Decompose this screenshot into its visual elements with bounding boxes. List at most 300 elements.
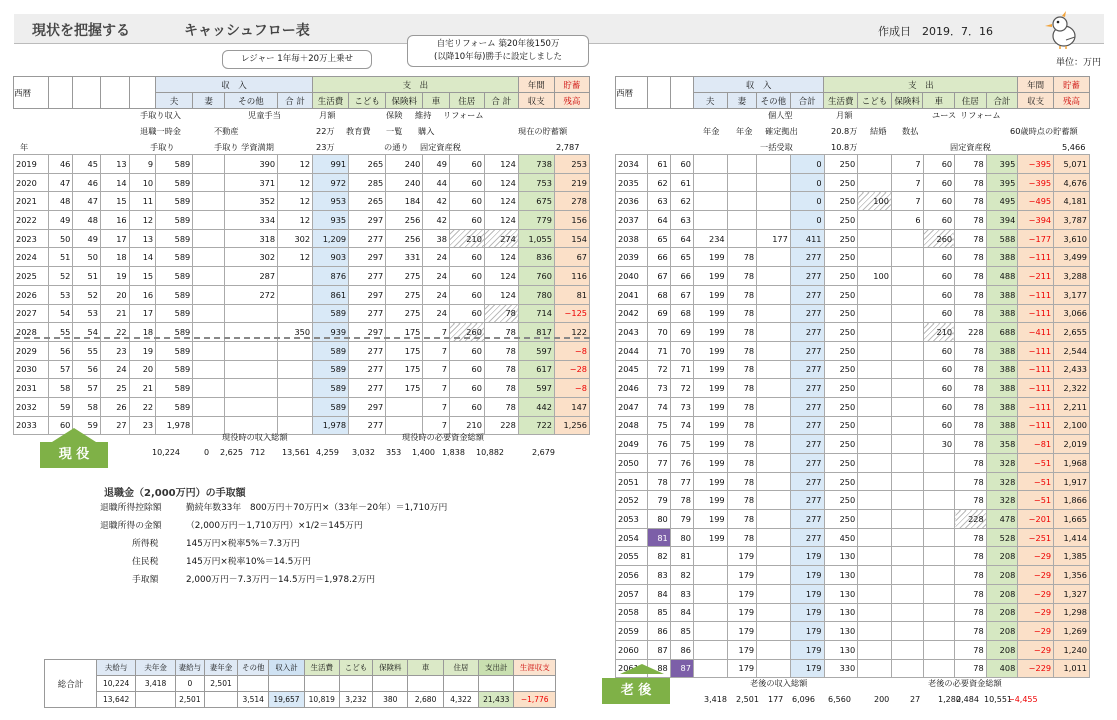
retirement-line-value: 145万円×税率10%＝14.5万円 (186, 557, 311, 567)
table-cell (693, 640, 727, 659)
note-ins1: 保険 (386, 110, 403, 120)
table-cell: 352 (225, 192, 278, 211)
table-cell: 52 (73, 285, 101, 304)
table-cell (727, 155, 756, 174)
table-cell: 302 (278, 229, 313, 248)
summary-value: 6,096 (792, 695, 815, 704)
table-cell: 130 (824, 566, 858, 585)
table-cell: 179 (727, 640, 756, 659)
table-cell: 250 (824, 285, 858, 304)
table-cell: 199 (693, 267, 727, 286)
table-cell: 208 (986, 603, 1018, 622)
table-row (616, 304, 1090, 323)
summary-value: 2,501 (736, 695, 759, 704)
table-cell: 2051 (616, 472, 648, 491)
table-cell (693, 622, 727, 641)
table-cell (193, 416, 225, 435)
table-cell: 124 (484, 192, 518, 211)
table-cell: 87 (670, 659, 693, 678)
table-row (616, 528, 1090, 547)
table-cell: 2046 (616, 379, 648, 398)
table-cell: 0 (790, 173, 824, 192)
table-cell: 2,544 (1054, 341, 1090, 360)
table-cell (891, 285, 923, 304)
table-row (616, 229, 1090, 248)
table-cell: 388 (986, 285, 1018, 304)
table-cell: 2,019 (1054, 435, 1090, 454)
table-cell: 16 (100, 211, 129, 230)
table-cell (858, 659, 892, 678)
reform-callout-line2: (以降10年毎)勝手に設定しました (434, 52, 562, 62)
table-cell: 2,433 (1054, 360, 1090, 379)
table-cell (858, 454, 892, 473)
table-cell: 277 (349, 229, 386, 248)
summary-value: 177 (768, 695, 784, 704)
retirement-line-value: 勤続年数33年 800万円＋70万円×（33年－20年）＝1,710万円 (186, 503, 448, 513)
table-cell: 199 (693, 285, 727, 304)
table-cell: 2034 (616, 155, 648, 174)
left-summary-values (152, 448, 592, 462)
table-cell: 78 (955, 640, 987, 659)
table-cell: 597 (518, 379, 554, 398)
summary-value: 10,224 (152, 448, 180, 457)
table-cell: 331 (386, 248, 423, 267)
table-cell: 60 (923, 360, 955, 379)
note-bal2: 2,787 (556, 142, 580, 152)
table-cell: 77 (670, 472, 693, 491)
table-cell: 738 (518, 155, 554, 174)
grand-total-cell: 0 (175, 676, 204, 692)
grand-total-head: 保険料 (373, 660, 408, 676)
table-cell: 17 (100, 229, 129, 248)
table-cell: 2023 (14, 229, 49, 248)
right-note-h1: リフォーム (960, 110, 1001, 120)
grand-total-cell (269, 676, 304, 692)
table-row (616, 341, 1090, 360)
table-cell: 260 (449, 323, 484, 342)
grand-total-cell: 2,680 (408, 692, 443, 708)
savings-label: 貯蓄 (554, 77, 589, 93)
table-cell: 12 (278, 192, 313, 211)
table-row (616, 491, 1090, 510)
table-cell: 22 (100, 323, 129, 342)
table-cell: 250 (824, 491, 858, 510)
table-cell (891, 379, 923, 398)
page-title: 現状を把握する (32, 23, 130, 39)
table-cell (757, 155, 791, 174)
table-cell: 78 (727, 491, 756, 510)
col-savings-balance: 残高 (554, 93, 589, 109)
table-cell: 388 (986, 341, 1018, 360)
table-cell: 78 (955, 603, 987, 622)
table-cell (757, 547, 791, 566)
table-cell: 589 (156, 341, 193, 360)
note-income2: 退職一時金 (140, 126, 181, 136)
table-cell: 2057 (616, 584, 648, 603)
expense-group: 支 出 (313, 77, 519, 93)
table-cell (757, 267, 791, 286)
table-cell: 20 (100, 285, 129, 304)
table-cell: 42 (423, 211, 450, 230)
table-cell: 589 (156, 248, 193, 267)
table-cell: 77 (647, 454, 670, 473)
table-row (14, 155, 590, 174)
table-cell: 60 (449, 341, 484, 360)
table-cell (193, 248, 225, 267)
table-cell: 124 (484, 267, 518, 286)
table-cell: 80 (647, 510, 670, 529)
note-income3: 手取り (150, 142, 175, 152)
table-cell: 76 (647, 435, 670, 454)
table-cell: 62 (670, 192, 693, 211)
summary-value: 2,679 (532, 448, 555, 457)
table-cell (757, 584, 791, 603)
table-cell: 60 (449, 248, 484, 267)
table-cell: 2048 (616, 416, 648, 435)
right-table-header (615, 76, 1090, 109)
table-cell: 597 (518, 341, 554, 360)
table-row (616, 584, 1090, 603)
table-row (616, 192, 1090, 211)
table-cell: 130 (824, 547, 858, 566)
right-col-living: 生活費 (824, 93, 858, 109)
table-cell: 1,866 (1054, 491, 1090, 510)
retirement-title: 退職金（2,000万円）の手取額 (104, 488, 246, 499)
table-cell: 78 (484, 341, 518, 360)
table-cell: 78 (955, 659, 987, 678)
note-living1: 月額 (319, 110, 336, 120)
table-cell: 2033 (14, 416, 49, 435)
table-cell (757, 285, 791, 304)
table-cell (923, 659, 955, 678)
table-cell: 760 (518, 267, 554, 286)
right-col-savings-balance: 残高 (1054, 93, 1090, 109)
table-cell: 60 (923, 155, 955, 174)
table-cell: 2044 (616, 341, 648, 360)
grand-total-cell (443, 676, 478, 692)
table-cell: −111 (1018, 379, 1054, 398)
table-cell: 395 (986, 173, 1018, 192)
table-cell: 79 (647, 491, 670, 510)
table-cell: 876 (313, 267, 349, 286)
table-cell (891, 267, 923, 286)
table-cell: 250 (824, 192, 858, 211)
table-cell: 328 (986, 491, 1018, 510)
table-cell: 208 (986, 547, 1018, 566)
table-cell: 55 (49, 323, 73, 342)
left-income-total-label: 現役時の収入総額 (222, 432, 288, 442)
right-note-l3: 10.8万 (831, 142, 858, 152)
table-cell: 78 (727, 248, 756, 267)
table-cell: 297 (349, 285, 386, 304)
table-row (616, 454, 1090, 473)
table-cell: 388 (986, 360, 1018, 379)
table-cell (923, 640, 955, 659)
table-cell: 85 (647, 603, 670, 622)
table-cell: 3,499 (1054, 248, 1090, 267)
table-cell: 124 (484, 173, 518, 192)
table-cell: 78 (727, 528, 756, 547)
table-cell: −111 (1018, 248, 1054, 267)
table-cell: 2045 (616, 360, 648, 379)
table-cell (757, 248, 791, 267)
table-cell: 390 (225, 155, 278, 174)
table-cell: 71 (647, 341, 670, 360)
table-cell: 277 (790, 491, 824, 510)
table-cell: 78 (727, 341, 756, 360)
right-income-total-label: 老後の収入総額 (750, 678, 808, 688)
table-cell: 78 (955, 192, 987, 211)
table-row (14, 192, 590, 211)
table-cell (891, 323, 923, 342)
table-cell: 130 (824, 584, 858, 603)
table-cell: 47 (49, 173, 73, 192)
table-cell: 57 (73, 379, 101, 398)
table-cell: 278 (554, 192, 589, 211)
table-cell: 47 (73, 192, 101, 211)
table-cell: 68 (670, 304, 693, 323)
table-cell (891, 584, 923, 603)
table-cell: 228 (955, 323, 987, 342)
table-cell (193, 304, 225, 323)
table-cell: 256 (386, 229, 423, 248)
table-cell: 1,917 (1054, 472, 1090, 491)
table-cell: 395 (986, 155, 1018, 174)
table-row (616, 435, 1090, 454)
table-cell: 78 (955, 547, 987, 566)
table-cell: 334 (225, 211, 278, 230)
table-row (14, 304, 590, 323)
table-cell (193, 229, 225, 248)
right-income-group: 収 入 (693, 77, 824, 93)
table-cell: 78 (955, 416, 987, 435)
table-cell: 779 (518, 211, 554, 230)
table-cell: 49 (49, 211, 73, 230)
table-cell (757, 435, 791, 454)
unit-label: 単位：万円 (1056, 58, 1102, 68)
note-kids: 教育費 (346, 126, 371, 136)
table-cell: −211 (1018, 267, 1054, 286)
table-cell (891, 622, 923, 641)
table-cell: 1,240 (1054, 640, 1090, 659)
grand-total-cell: −1,776 (514, 692, 556, 708)
table-cell: 589 (156, 379, 193, 398)
table-cell (923, 528, 955, 547)
income-group: 収 入 (156, 77, 313, 93)
right-col-wife: 妻 (727, 93, 756, 109)
right-annual-label: 年間 (1018, 77, 1054, 93)
table-cell: 50 (49, 229, 73, 248)
note-bal1: 現在の貯蓄額 (518, 126, 568, 136)
table-cell (858, 622, 892, 641)
retirement-line-label: 所得税 (132, 539, 159, 549)
table-cell: 19 (129, 341, 156, 360)
table-cell (858, 640, 892, 659)
table-cell: 60 (49, 416, 73, 435)
table-cell: 199 (693, 323, 727, 342)
table-cell: 26 (100, 397, 129, 416)
summary-value: 13,561 (282, 448, 310, 457)
table-cell: 19 (100, 267, 129, 286)
table-cell (193, 360, 225, 379)
table-cell: 78 (727, 304, 756, 323)
table-cell: −251 (1018, 528, 1054, 547)
table-cell (923, 547, 955, 566)
table-cell: 2036 (616, 192, 648, 211)
col-annual-balance: 収支 (518, 93, 554, 109)
table-cell: 250 (824, 379, 858, 398)
table-cell: 210 (449, 229, 484, 248)
table-cell (193, 267, 225, 286)
table-cell: 78 (727, 510, 756, 529)
table-cell: 87 (647, 640, 670, 659)
table-cell: 2027 (14, 304, 49, 323)
table-cell (891, 229, 923, 248)
table-cell: 60 (923, 248, 955, 267)
table-cell: 208 (986, 622, 1018, 641)
table-cell (225, 341, 278, 360)
table-cell: 1,298 (1054, 603, 1090, 622)
table-cell: 15 (129, 267, 156, 286)
table-cell: 199 (693, 416, 727, 435)
table-row (616, 285, 1090, 304)
table-cell (858, 584, 892, 603)
table-cell: 10 (129, 173, 156, 192)
table-cell: 69 (670, 323, 693, 342)
table-cell: 2,211 (1054, 397, 1090, 416)
table-cell: 60 (449, 304, 484, 323)
grand-total-cell: 2,501 (204, 676, 237, 692)
table-row (14, 397, 590, 416)
left-data-table (13, 154, 590, 435)
table-cell: 250 (824, 229, 858, 248)
note-living2: 22万 (316, 126, 335, 136)
table-cell (858, 304, 892, 323)
table-cell: 54 (49, 304, 73, 323)
table-cell: 277 (790, 267, 824, 286)
table-cell: 78 (955, 304, 987, 323)
table-cell: −29 (1018, 640, 1054, 659)
grand-total-head: 妻給与 (175, 660, 204, 676)
grand-total-cell: 380 (373, 692, 408, 708)
table-cell: 60 (449, 192, 484, 211)
table-cell: 175 (386, 341, 423, 360)
table-cell (278, 267, 313, 286)
table-cell: 199 (693, 510, 727, 529)
table-cell: 82 (670, 566, 693, 585)
table-cell: 184 (386, 192, 423, 211)
table-cell: 2047 (616, 397, 648, 416)
table-cell (858, 397, 892, 416)
table-row (616, 640, 1090, 659)
table-cell: 1,978 (313, 416, 349, 435)
right-note-n5: 一括受取 (760, 142, 793, 152)
grand-total-cell (408, 676, 443, 692)
table-cell: 66 (647, 248, 670, 267)
right-data-table (615, 154, 1090, 678)
table-cell: 1,356 (1054, 566, 1090, 585)
table-cell: 250 (824, 248, 858, 267)
table-cell: 2037 (616, 211, 648, 230)
table-cell: 12 (278, 248, 313, 267)
table-cell: 210 (449, 416, 484, 435)
table-cell: 442 (518, 397, 554, 416)
reform-callout-line1: 自宅リフォーム 築20年後150万 (436, 39, 560, 49)
table-cell: −411 (1018, 323, 1054, 342)
table-cell (891, 360, 923, 379)
table-cell: 589 (156, 267, 193, 286)
table-cell: 61 (670, 173, 693, 192)
table-cell: −29 (1018, 584, 1054, 603)
table-cell (858, 435, 892, 454)
table-cell: 277 (790, 379, 824, 398)
table-cell: 69 (647, 304, 670, 323)
table-cell: 2039 (616, 248, 648, 267)
table-cell (923, 566, 955, 585)
table-cell (727, 173, 756, 192)
table-cell (693, 192, 727, 211)
table-cell: 78 (955, 155, 987, 174)
table-cell: 589 (156, 192, 193, 211)
table-cell (757, 603, 791, 622)
table-cell (923, 472, 955, 491)
table-cell (858, 285, 892, 304)
retirement-line-value: 145万円×税率5%＝7.3万円 (186, 539, 300, 549)
left-table-header (13, 76, 590, 109)
table-cell: 277 (790, 472, 824, 491)
summary-value: 0 (204, 448, 210, 457)
table-cell: 78 (955, 173, 987, 192)
table-cell (858, 566, 892, 585)
grand-total-cell: 10,819 (304, 692, 339, 708)
table-cell: 7 (423, 397, 450, 416)
table-cell: −29 (1018, 622, 1054, 641)
table-cell: 51 (49, 248, 73, 267)
table-row (616, 155, 1090, 174)
table-cell: 78 (670, 491, 693, 510)
table-cell (858, 603, 892, 622)
table-row (616, 547, 1090, 566)
table-cell (858, 248, 892, 267)
table-cell: 15 (100, 192, 129, 211)
right-note-h2: 固定資産税 (950, 142, 991, 152)
table-cell: 88 (647, 659, 670, 678)
table-cell (193, 211, 225, 230)
table-cell: 45 (73, 155, 101, 174)
table-cell: 617 (518, 360, 554, 379)
table-cell: 130 (824, 622, 858, 641)
table-cell: 2052 (616, 491, 648, 510)
table-cell: 60 (449, 379, 484, 398)
table-cell (278, 304, 313, 323)
table-cell (757, 341, 791, 360)
table-cell: 179 (727, 584, 756, 603)
table-cell: 250 (824, 341, 858, 360)
right-note-n3: 年金 (736, 126, 753, 136)
grand-total-head: 収入計 (269, 660, 304, 676)
table-cell (693, 173, 727, 192)
table-cell: 277 (790, 510, 824, 529)
table-cell: 208 (986, 566, 1018, 585)
table-cell (727, 229, 756, 248)
table-cell: 66 (670, 267, 693, 286)
table-cell: 13 (100, 155, 129, 174)
table-cell: 78 (727, 397, 756, 416)
table-cell: 722 (518, 416, 554, 435)
table-cell: 60 (449, 360, 484, 379)
table-cell: 78 (727, 472, 756, 491)
right-note-i1: 数払 (902, 126, 919, 136)
